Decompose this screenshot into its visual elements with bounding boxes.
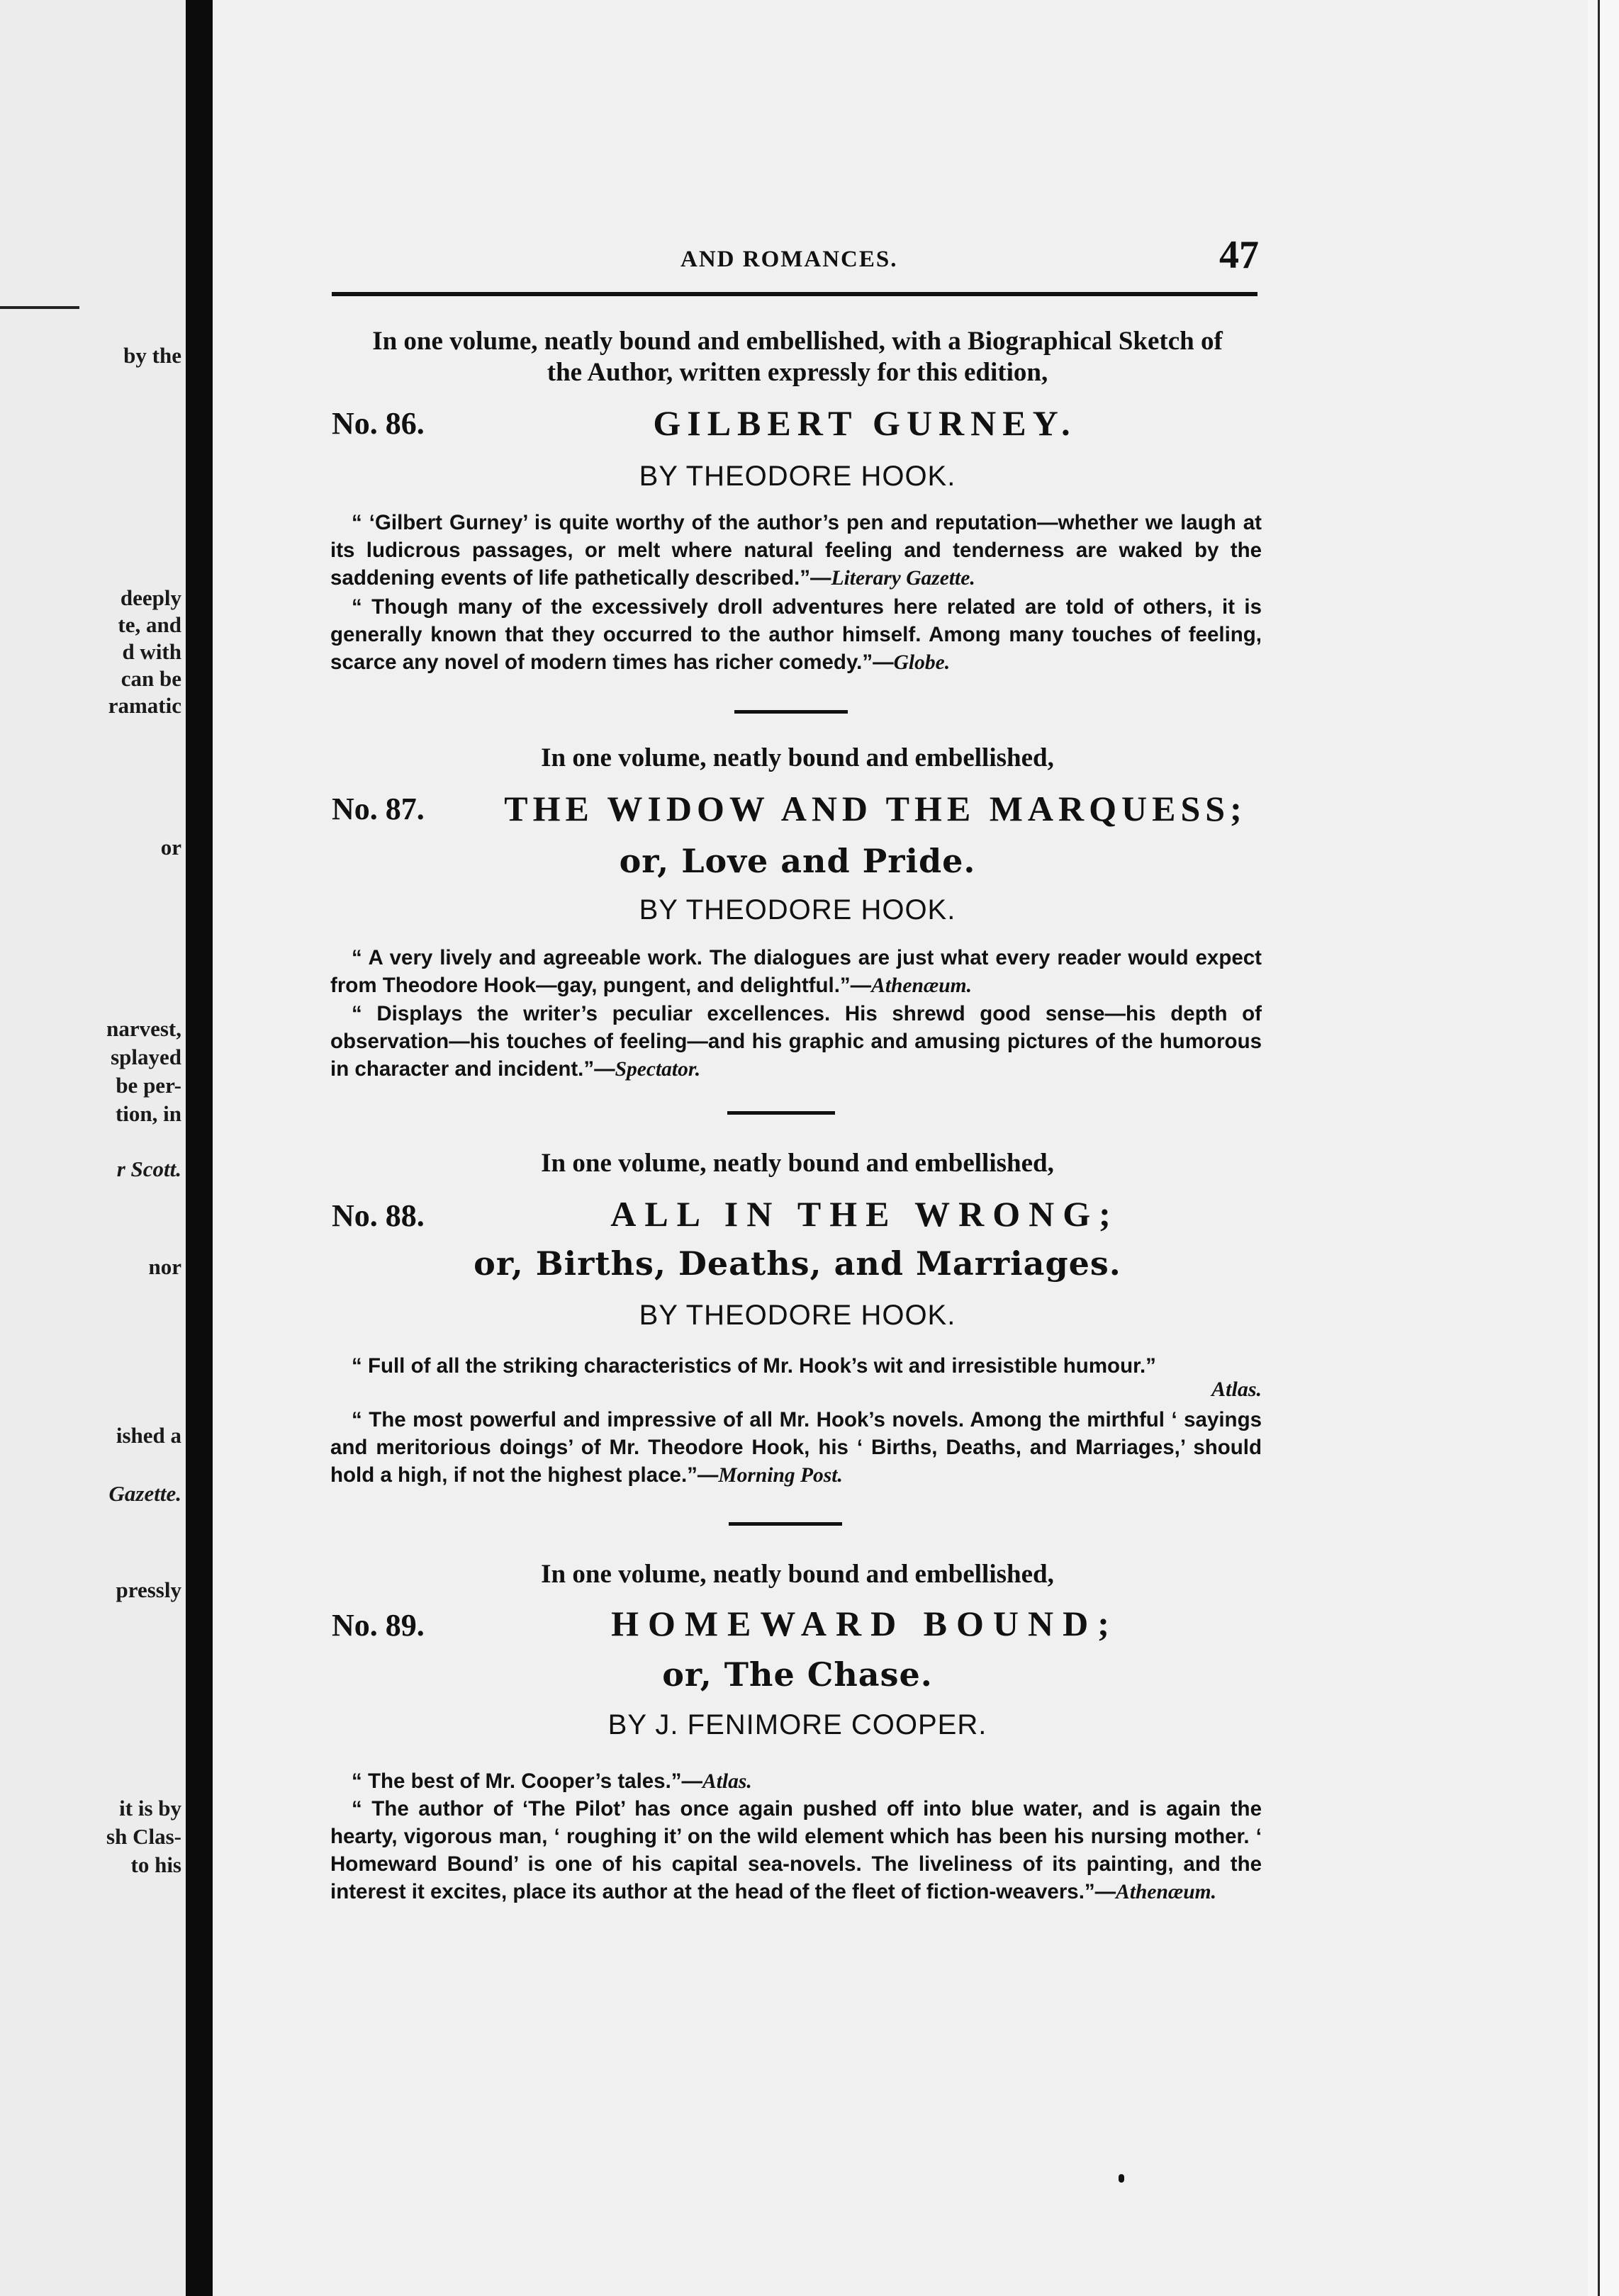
left-fragment: it is by xyxy=(119,1796,181,1821)
review-quote: “ The author of ‘The Pilot’ has once again pushed off into blue water, and is again the hearty, vigorous man, ‘ roughing it’ on the wild element which has been his nursing mother. ‘ Homeward Bound’ is one of his capital sea-novels. The liveliness of its painting, and the interest it excites, place its author at the head of the fleet of fiction-weavers.”—Athenæum. xyxy=(330,1797,1262,1903)
entry-author: BY THEODORE HOOK. xyxy=(639,461,956,492)
review-source: Athenæum. xyxy=(1116,1881,1216,1903)
left-fragment: nor xyxy=(148,1254,181,1279)
entry-intro: the Author, written expressly for this edition, xyxy=(547,358,1048,387)
left-fragment: pressly xyxy=(116,1577,181,1602)
entry-number: No. 88. xyxy=(332,1198,425,1233)
entry-number: No. 89. xyxy=(332,1608,425,1643)
entry-intro: In one volume, neatly bound and embellished, with a Biographical Sketch of xyxy=(372,327,1223,356)
entry-title: ALL IN THE WRONG; xyxy=(610,1194,1119,1234)
ink-speck xyxy=(1119,2174,1124,2183)
entry-subtitle: or, Love and Pride. xyxy=(619,842,976,880)
review-source: Globe. xyxy=(893,651,951,674)
left-fragment: by the xyxy=(123,343,181,368)
left-fragment: d with xyxy=(122,639,181,664)
header-rule xyxy=(332,292,1257,296)
left-fragment: or xyxy=(160,835,181,860)
left-fragment: Gazette. xyxy=(108,1481,181,1506)
review-source: Literary Gazette. xyxy=(831,567,975,590)
review-source: Atlas. xyxy=(702,1770,752,1793)
section-divider xyxy=(734,710,848,714)
entry-title: HOMEWARD BOUND; xyxy=(611,1604,1119,1643)
left-fragment: narvest, xyxy=(106,1016,181,1041)
section-divider xyxy=(727,1111,835,1115)
entry-author: BY THEODORE HOOK. xyxy=(639,894,956,925)
left-fragment: r Scott. xyxy=(116,1157,181,1181)
review-quote: “ The most powerful and impressive of all Mr. Hook’s novels. Among the mirthful ‘ sayings and meritorious doings’ of Mr. Theodore Hook, his ‘ Births, Deaths, and Marriages,’ should hold a high, if not the highest place.”—Morning Post. xyxy=(330,1408,1262,1487)
page-edge-line xyxy=(1598,0,1600,2296)
review-quote: “ Displays the writer’s peculiar excellences. His shrewd good sense—his depth of observation—his touches of feeling—and his graphic and amusing pictures of the humorous in character and incident.”—Spectator. xyxy=(330,1002,1262,1081)
review-source: Spectator. xyxy=(615,1058,701,1081)
review-source: Athenæum. xyxy=(871,974,972,997)
left-fragment: splayed xyxy=(111,1045,181,1069)
entry-intro: In one volume, neatly bound and embellished, xyxy=(541,743,1054,772)
review-source: Morning Post. xyxy=(718,1464,843,1487)
review-quote: “ Though many of the excessively droll adventures here related are told of others, it is generally known that they occurred to the author himself. Among many touches of feeling, scarce any novel of modern times has richer comedy.”—Globe. xyxy=(330,595,1262,674)
review-quote: “ A very lively and agreeable work. The dialogues are just what every reader would expect from Theodore Hook—gay, pungent, and delightful.”—Athenæum. xyxy=(330,946,1262,997)
entry-author: BY THEODORE HOOK. xyxy=(639,1300,956,1331)
review-quote: “ Full of all the striking characteristics of Mr. Hook’s wit and irresistible humour.” xyxy=(352,1354,1156,1378)
review-source: Atlas. xyxy=(1211,1378,1262,1401)
left-facing-page xyxy=(0,0,186,2296)
left-fragment: ramatic xyxy=(108,693,181,718)
binding-gutter xyxy=(186,0,213,2296)
running-head: AND ROMANCES. xyxy=(680,247,898,272)
review-quote: “ The best of Mr. Cooper’s tales.”—Atlas. xyxy=(352,1769,752,1793)
review-quote: “ ‘Gilbert Gurney’ is quite worthy of the author’s pen and reputation—whether we laugh at its ludicrous passages, or melt where natural feeling and tenderness are waked by the saddening events of life pathetically described.”—Literary Gazette. xyxy=(330,511,1262,590)
left-fragment: sh Clas- xyxy=(106,1824,181,1849)
entry-intro: In one volume, neatly bound and embellished, xyxy=(541,1560,1054,1589)
entry-number: No. 86. xyxy=(332,406,425,441)
left-page-rule xyxy=(0,306,79,309)
section-divider xyxy=(729,1522,842,1526)
entry-intro: In one volume, neatly bound and embellished, xyxy=(541,1149,1054,1178)
entry-subtitle: or, Births, Deaths, and Marriages. xyxy=(474,1244,1121,1283)
left-fragment: te, and xyxy=(118,612,181,637)
left-fragment: be per- xyxy=(116,1073,181,1098)
page-number: 47 xyxy=(1219,233,1259,277)
page-edge xyxy=(1588,0,1619,2296)
left-fragment: to his xyxy=(130,1852,181,1877)
entry-number: No. 87. xyxy=(332,792,425,826)
left-fragment: can be xyxy=(121,666,181,691)
left-fragment: ished a xyxy=(116,1423,181,1448)
entry-subtitle: or, The Chase. xyxy=(662,1655,933,1694)
entry-author: BY J. FENIMORE COOPER. xyxy=(607,1709,987,1740)
entry-title: THE WIDOW AND THE MARQUESS; xyxy=(504,789,1247,828)
left-fragment: deeply xyxy=(120,585,181,610)
left-fragment: tion, in xyxy=(115,1101,181,1126)
entry-title: GILBERT GURNEY. xyxy=(653,403,1077,443)
